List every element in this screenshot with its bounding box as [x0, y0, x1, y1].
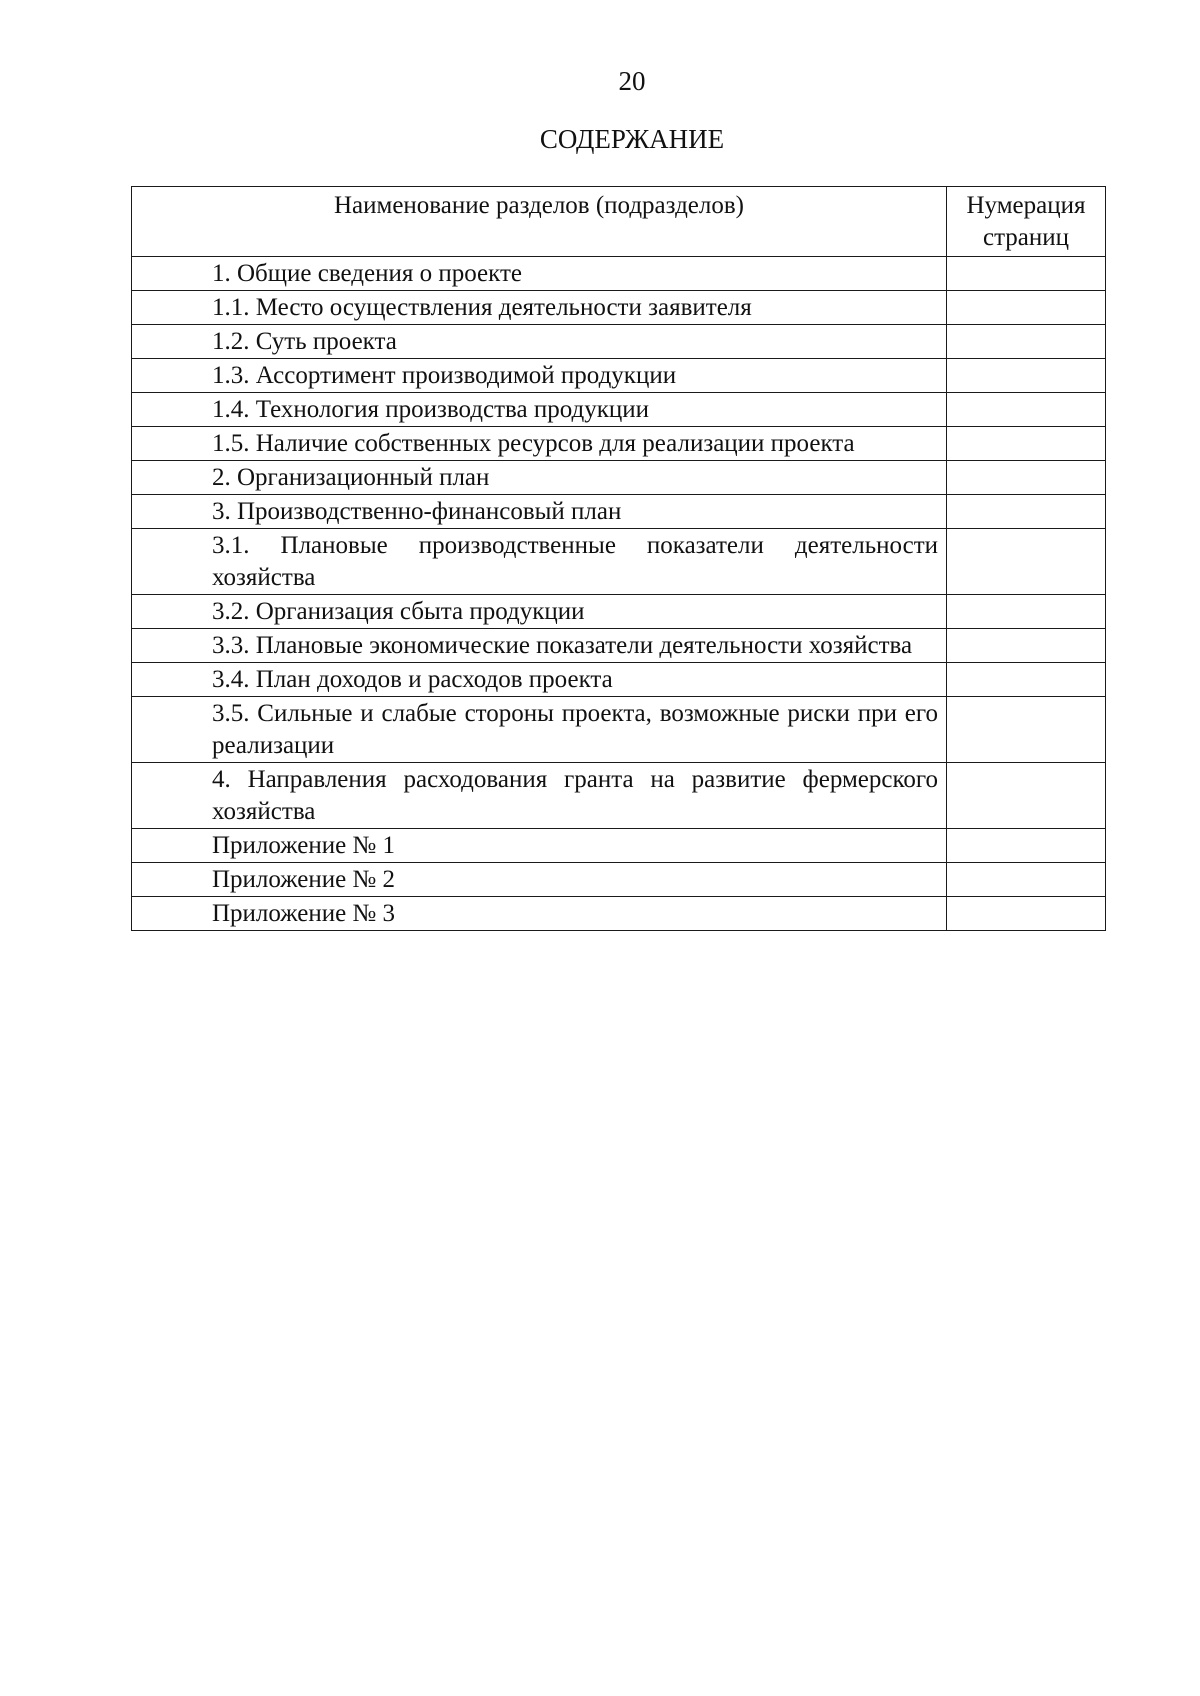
table-row — [132, 863, 1106, 897]
section-name: 1. Общие сведения о проекте — [132, 257, 947, 291]
section-name: 3.1. Плановые производственные показатели деятельности хозяйства — [132, 529, 947, 595]
page-number-cell — [947, 763, 1106, 829]
contents-table — [131, 186, 1106, 931]
section-name: 4. Направления расходования гранта на развитие фермерского хозяйства — [132, 763, 947, 829]
section-name-header: Наименование разделов (подразделов) — [132, 187, 947, 257]
page-number-cell — [947, 829, 1106, 863]
section-name: Приложение № 2 — [132, 863, 947, 897]
page-number: 20 — [618, 66, 646, 96]
table-row — [132, 697, 1106, 763]
section-name: Приложение № 1 — [132, 829, 947, 863]
table-header-row — [132, 187, 1106, 257]
section-name: 1.3. Ассортимент производимой продукции — [132, 359, 947, 393]
section-name: 2. Организационный план — [132, 461, 947, 495]
page-number-cell — [947, 393, 1106, 427]
table-row — [132, 291, 1106, 325]
page-number-cell — [947, 461, 1106, 495]
table-row — [132, 529, 1106, 595]
table-row — [132, 359, 1106, 393]
table-row — [132, 663, 1106, 697]
contents-rows — [132, 257, 1106, 931]
table-row — [132, 829, 1106, 863]
table-row — [132, 461, 1106, 495]
table-row — [132, 325, 1106, 359]
page-number-cell — [947, 863, 1106, 897]
section-name: 3. Производственно-финансовый план — [132, 495, 947, 529]
table-row — [132, 629, 1106, 663]
page-number-cell — [947, 629, 1106, 663]
table-row — [132, 763, 1106, 829]
page-number-cell — [947, 595, 1106, 629]
section-name: Приложение № 3 — [132, 897, 947, 931]
section-name: 1.5. Наличие собственных ресурсов для реализации проекта — [132, 427, 947, 461]
table-row — [132, 495, 1106, 529]
document-title: СОДЕРЖАНИЕ — [539, 124, 725, 154]
table-row — [132, 427, 1106, 461]
table-row — [132, 595, 1106, 629]
section-name: 3.2. Организация сбыта продукции — [132, 595, 947, 629]
page-number-cell — [947, 291, 1106, 325]
page-number-cell — [947, 495, 1106, 529]
page-number-cell — [947, 529, 1106, 595]
table-row — [132, 897, 1106, 931]
page-number-cell — [947, 897, 1106, 931]
table-row — [132, 257, 1106, 291]
section-name: 3.5. Сильные и слабые стороны проекта, возможные риски при его реализации — [132, 697, 947, 763]
section-name: 1.2. Суть проекта — [132, 325, 947, 359]
section-name: 3.3. Плановые экономические показатели деятельности хозяйства — [132, 629, 947, 663]
section-name: 1.1. Место осуществления деятельности заявителя — [132, 291, 947, 325]
table-row — [132, 393, 1106, 427]
page-number-cell — [947, 359, 1106, 393]
page-numbering-header: Нумерация страниц — [947, 187, 1106, 257]
page-number-cell — [947, 427, 1106, 461]
page-number-cell — [947, 663, 1106, 697]
section-name: 1.4. Технология производства продукции — [132, 393, 947, 427]
page-number-cell — [947, 697, 1106, 763]
section-name: 3.4. План доходов и расходов проекта — [132, 663, 947, 697]
page-number-cell — [947, 257, 1106, 291]
page-number-cell — [947, 325, 1106, 359]
